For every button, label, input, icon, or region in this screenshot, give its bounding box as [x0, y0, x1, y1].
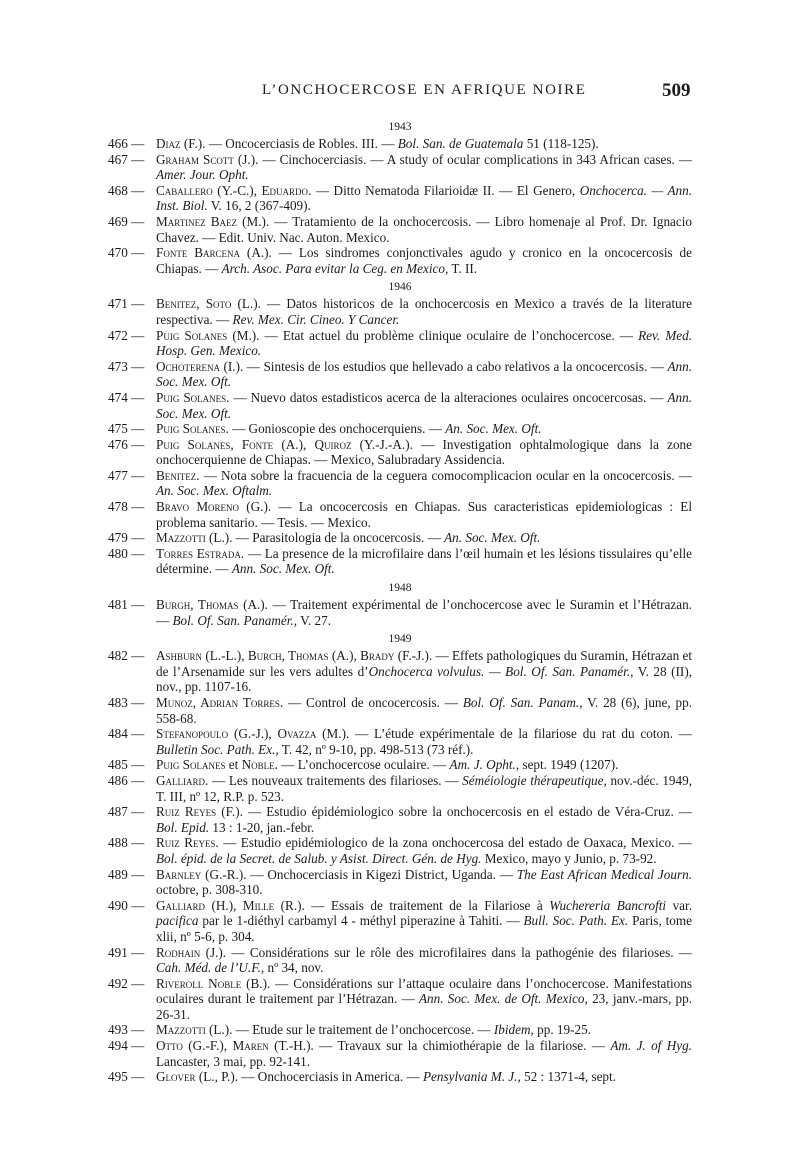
journal-title: Amer. Jour. Opht.: [156, 167, 249, 183]
citation-text: pp. 19-25.: [533, 1022, 591, 1038]
journal-title: Bol. Of. San. Panam.,: [462, 695, 583, 710]
author-name: Glover: [156, 1069, 196, 1085]
author-name: Benitez: [156, 467, 197, 483]
bibliography-entry: [108, 804, 692, 835]
citation-text: var.: [666, 897, 692, 913]
citation-text: Lancaster, 3 mai, pp. 92-141.: [156, 1053, 311, 1069]
entry-number: 487 —: [108, 804, 145, 820]
citation-text: T. II.: [448, 260, 478, 276]
citation-text: (M.). — Etat actuel du problème clinique oculaire de l’onchocercose. —: [227, 327, 639, 343]
entry-number: 478 —: [108, 499, 145, 515]
bibliography-entry: [108, 296, 692, 327]
author-name: Eduardo: [261, 182, 309, 198]
bibliography-entry: [108, 976, 692, 1023]
journal-title: Bull. Soc. Path. Ex.: [523, 913, 629, 929]
journal-title: Ann. Soc. Mex. Oft.: [156, 358, 692, 390]
author-name: Mille: [242, 897, 275, 913]
entry-number: 482 —: [108, 648, 145, 664]
author-name: Burch, Thomas: [247, 648, 329, 664]
entry-text: [156, 546, 692, 577]
bibliography-entry: [108, 898, 692, 945]
citation-text: V. 27.: [297, 612, 331, 628]
year-heading: 1946: [388, 281, 412, 294]
author-name: Brady: [360, 648, 395, 664]
citation-text: (A.). — Traitement expérimental de l’onchocercose avec le Suramin et l’Hétrazan. —: [156, 597, 692, 628]
citation-text: (A.),: [273, 436, 315, 452]
entry-number: 483 —: [108, 695, 145, 710]
citation-text: octobre, p. 308-310.: [156, 882, 263, 898]
author-name: Maren: [232, 1038, 269, 1054]
journal-title: Arch. Asoc. Para evitar la Ceg. en Mexico,: [221, 260, 449, 276]
entry-number: 470 —: [108, 245, 145, 261]
entry-text: [156, 597, 692, 628]
citation-text: 51 (118-125).: [523, 136, 599, 151]
journal-title: Bol. Epid.: [156, 819, 210, 835]
bibliography-entry: [108, 136, 692, 152]
entry-number: 494 —: [108, 1038, 145, 1054]
journal-title: Bol. épid. de la Secret. de Salub. y Asist. Direct. Gén. de Hyg.: [156, 850, 482, 866]
citation-text: (J.). — Cinchocerciasis. — A study of ocular complications in 343 African cases. —: [233, 151, 693, 167]
journal-title: Bol. Of. San. Panamér.,: [172, 612, 298, 628]
citation-text: (G.-J.),: [228, 726, 278, 742]
citation-text: (L.-L.),: [202, 648, 248, 664]
journal-title: Ann. Soc. Mex. de Oft. Mexico,: [419, 991, 588, 1007]
bibliography-list: [108, 116, 692, 1085]
author-name: Stefanopoulo: [156, 726, 229, 742]
citation-text: . — Nota sobre la fracuencia de la ceguera comocomplicacion ocular en la oncocercosis. —: [196, 467, 692, 483]
author-name: Caballero: [156, 182, 213, 198]
bibliography-entry: [108, 1069, 692, 1085]
bibliography-entry: [108, 437, 692, 468]
journal-title: Ibidem,: [493, 1022, 534, 1038]
journal-title: Bulletin Soc. Path. Ex.,: [156, 741, 279, 757]
entry-number: 481 —: [108, 597, 145, 613]
entry-number: 473 —: [108, 358, 145, 374]
entry-text: [156, 835, 692, 866]
citation-text: (G.-F.),: [182, 1038, 233, 1054]
journal-title: Am. J. Opht.,: [449, 757, 520, 773]
citation-text: (F.). — Oncocerciasis de Robles. III. —: [180, 136, 398, 151]
citation-text: (A.). — Los sindromes conjonctivales agudo y cronico en la oncocercosis de Chiapas. —: [156, 245, 692, 276]
journal-title: Ann. Soc. Mex. Oft.: [156, 389, 692, 421]
entry-text: [156, 898, 692, 945]
entry-number: 471 —: [108, 296, 145, 312]
author-name: Munoz, Adrian Torres: [156, 695, 280, 710]
citation-text: . — Gonioscopie des onchocerquiens. —: [225, 421, 446, 437]
author-name: Ruiz Reyes: [156, 804, 217, 820]
bibliography-entry: [108, 214, 692, 245]
entry-text: [156, 867, 692, 898]
citation-text: (L.). — Datos historicos de la onchocercosis en Mexico a través de la literature respectiva. —: [156, 296, 692, 327]
entry-text: [156, 1069, 692, 1085]
entry-text: [156, 1038, 692, 1069]
journal-title: Rev. Med. Hosp. Gen. Mexico.: [156, 327, 692, 359]
entry-text: [156, 945, 692, 976]
entry-text: [156, 183, 692, 214]
entry-number: 488 —: [108, 835, 145, 851]
bibliography-entry: [108, 499, 692, 530]
citation-text: (F.-J.). — Effets pathologiques du Suramin, Hétrazan et de l’Arsenamide sur les vers adultes d’: [156, 648, 693, 679]
citation-text: (G.-R.). — Onchocerciasis in Kigezi District, Uganda. —: [201, 866, 517, 882]
entry-number: 493 —: [108, 1022, 145, 1038]
journal-title: Wuchereria Bancrofti: [549, 897, 667, 913]
entry-number: 469 —: [108, 213, 145, 229]
author-name: Noble: [241, 757, 275, 773]
author-name: Martinez Baez: [156, 213, 238, 229]
citation-text: (L.). — Etude sur le traitement de l’onchocercose. —: [205, 1022, 494, 1038]
bibliography-entry: [108, 328, 692, 359]
author-name: Mazzotti: [156, 1022, 206, 1038]
citation-text: Paris, tome xlii, nº 5-6, p. 304.: [156, 913, 693, 944]
entry-number: 485 —: [108, 757, 145, 773]
entry-text: [156, 214, 692, 245]
journal-title: An. Soc. Mex. Oftalm.: [156, 483, 273, 499]
citation-text: et: [225, 757, 242, 773]
citation-text: 13 : 1-20, jan.-febr.: [209, 819, 315, 835]
entry-number: 489 —: [108, 866, 145, 882]
author-name: Ochoterena: [156, 358, 221, 374]
bibliography-entry: [108, 245, 692, 276]
bibliography-entry: [108, 546, 692, 577]
entry-number: 476 —: [108, 436, 145, 452]
author-name: Benitez, Soto: [156, 296, 232, 312]
bibliography-entry: [108, 1022, 692, 1038]
citation-text: (T.-H.). — Travaux sur la chimiothérapie de la filariose. —: [268, 1038, 611, 1054]
author-name: Bravo Moreno: [156, 499, 240, 515]
journal-title: pacifica: [156, 913, 199, 929]
bibliography-entry: [108, 835, 692, 866]
author-name: Mazzotti: [156, 530, 206, 546]
author-name: Quiroz: [314, 436, 352, 452]
running-head: L’ONCHOCERCOSE EN AFRIQUE NOIRE: [262, 82, 587, 98]
author-name: Burgh, Thomas: [156, 597, 239, 613]
bibliography-entry: [108, 390, 692, 421]
entry-number: 491 —: [108, 944, 145, 960]
entry-number: 486 —: [108, 772, 145, 788]
entry-text: [156, 152, 692, 183]
citation-text: (B.). — Considérations sur l’attaque oculaire dans l’onchocercose. Manifestations oculaires durant le traitement par l’Hétrazan. —: [156, 975, 693, 1007]
citation-text: nov.-déc. 1949, T. III, nº 12, R.P. p. 523.: [156, 772, 692, 804]
entry-text: [156, 359, 692, 390]
citation-text: . — Estudio epidémiologico de la zona onchocercosa del estado de Oaxaca, Mexico. —: [215, 835, 692, 851]
citation-text: V. 16, 2 (367-409).: [207, 198, 311, 214]
citation-text: (Y.-C.),: [212, 182, 262, 198]
journal-title: Am. J. of Hyg.: [610, 1038, 692, 1054]
citation-text: . — La presence de la microfilaire dans l’œil humain et les lésions tissulaires qu’elle détermine. —: [156, 545, 693, 577]
author-name: Rodhain: [156, 944, 201, 960]
citation-text: (H.),: [205, 897, 243, 913]
author-name: Puig Solanes: [156, 389, 227, 405]
citation-text: V. 28 (6), june, pp. 558-68.: [156, 695, 692, 726]
journal-title: Rev. Mex. Cir. Cineo. Y Cancer.: [232, 311, 400, 327]
citation-text: . — L’onchocercose oculaire. —: [274, 757, 450, 773]
journal-title: Cah. Méd. de l’U.F.,: [156, 960, 265, 976]
year-heading: 1943: [388, 121, 412, 133]
entry-text: [156, 1022, 692, 1038]
journal-title: Séméiologie thérapeutique,: [462, 772, 607, 788]
citation-text: (Y.-J.-A.). — Investigation ophtalmologique dans la zone onchocerquienne de Chiapas. — Mexico, Salubradary Assidencia.: [156, 436, 693, 468]
entry-text: [156, 757, 692, 773]
entry-text: [156, 421, 692, 437]
entry-number: 467 —: [108, 151, 145, 167]
author-name: Puig Solanes: [156, 327, 228, 343]
citation-text: sept. 1949 (1207).: [519, 757, 619, 773]
entry-number: 492 —: [108, 975, 145, 991]
entry-text: [156, 726, 692, 757]
bibliography-entry: [108, 597, 692, 628]
bibliography-entry: [108, 648, 692, 695]
author-name: Puig Solanes, Fonte: [156, 436, 274, 452]
bibliography-entry: [108, 421, 692, 437]
citation-text: (M.). — L’étude expérimentale de la filariose du rat du coton. —: [316, 726, 692, 742]
author-name: Barnley: [156, 866, 202, 882]
citation-text: . — Les nouveaux traitements des filarioses. —: [205, 772, 463, 788]
entry-number: 475 —: [108, 421, 145, 437]
entry-text: [156, 804, 692, 835]
author-name: Puig Solanes: [156, 421, 226, 437]
journal-title: Onchocerca volvulus. — Bol. Of. San. Panamér.,: [368, 663, 634, 679]
citation-text: (F.). — Estudio épidémiologico sobre la onchocercosis en el estado de Véra-Cruz. —: [216, 804, 692, 820]
entry-text: [156, 437, 692, 468]
citation-text: V. 28 (II), nov., pp. 1107-16.: [156, 663, 693, 695]
entry-number: 495 —: [108, 1069, 145, 1085]
citation-text: (J.). — Considérations sur le rôle des microfilaires dans la pathogénie des filarioses. —: [200, 944, 692, 960]
author-name: Diaz: [156, 136, 181, 151]
author-name: Riveroll Noble: [156, 975, 242, 991]
entry-text: [156, 695, 692, 726]
citation-text: (L.). — Parasitologia de la oncocercosis. —: [205, 530, 445, 546]
entry-text: [156, 296, 692, 327]
year-heading: 1948: [388, 582, 412, 595]
bibliography-entry: [108, 152, 692, 183]
entry-number: 479 —: [108, 530, 145, 546]
entry-number: 484 —: [108, 726, 145, 742]
citation-text: nº 34, nov.: [264, 960, 324, 976]
journal-title: Pensylvania M. J.,: [422, 1069, 521, 1085]
citation-text: Mexico, mayo y Junio, p. 73-92.: [481, 850, 657, 866]
journal-title: Ann. Soc. Mex. Oft.: [231, 561, 335, 577]
author-name: Otto: [156, 1038, 183, 1054]
page-number: 509: [662, 80, 691, 101]
author-name: Galliard: [156, 897, 206, 913]
entry-number: 480 —: [108, 545, 145, 561]
citation-text: . — Control de oncocercosis. —: [279, 695, 463, 710]
entry-number: 490 —: [108, 897, 145, 913]
year-heading: 1949: [388, 633, 412, 646]
citation-text: (L., P.). — Onchocerciasis in America. —: [195, 1069, 423, 1085]
citation-text: . — Nuevo datos estadisticos acerca de la alteraciones oculaires oncocercosas. —: [226, 389, 668, 405]
author-name: Fonte Barcena: [156, 245, 241, 261]
author-name: Torres Estrada: [156, 545, 241, 561]
citation-text: (G.). — La oncocercosis en Chiapas. Sus caracteristicas epidemiologicas : El problema sanitario. — Tesis. — Mexico.: [156, 499, 692, 530]
entry-number: 477 —: [108, 467, 145, 483]
journal-title: An. Soc. Mex. Oft.: [445, 421, 542, 437]
journal-title: Bol. San. de Guatemala: [397, 136, 524, 151]
entry-number: 466 —: [108, 136, 145, 151]
entry-text: [156, 499, 692, 530]
entry-number: 474 —: [108, 389, 145, 405]
citation-text: (I.). — Sintesis de los estudios que hellevado a cabo relativos a la oncocercosis. —: [220, 358, 668, 374]
bibliography-entry: [108, 867, 692, 898]
entry-text: [156, 468, 692, 499]
entry-text: [156, 773, 692, 804]
citation-text: (R.). — Essais de traitement de la Filariose à: [274, 897, 550, 913]
author-name: Puig Solanes: [156, 757, 226, 773]
bibliography-entry: [108, 530, 692, 546]
bibliography-entry: [108, 695, 692, 726]
entry-text: [156, 390, 692, 421]
entry-text: [156, 530, 692, 546]
entry-text: [156, 976, 692, 1023]
bibliography-entry: [108, 945, 692, 976]
author-name: Ashburn: [156, 648, 203, 664]
journal-title: The East African Medical Journ.: [516, 866, 692, 882]
citation-text: (M.). — Tratamiento de la onchocercosis. — Libro homenaje al Prof. Dr. Ignacio Chavez. — Edit. Univ. Nac. Auton. Mexico.: [156, 213, 693, 245]
citation-text: (A.),: [328, 648, 361, 664]
bibliography-entry: [108, 757, 692, 773]
bibliography-entry: [108, 1038, 692, 1069]
entry-number: 472 —: [108, 327, 145, 343]
entry-number: 468 —: [108, 182, 145, 198]
author-name: Galliard: [156, 772, 206, 788]
author-name: Ruiz Reyes: [156, 835, 216, 851]
journal-title: Onchocerca. — Ann. Inst. Biol.: [156, 182, 692, 214]
entry-text: [156, 328, 692, 359]
entry-text: [156, 245, 692, 276]
bibliography-entry: [108, 726, 692, 757]
citation-text: par le 1-diéthyl carbamyl 4 - méthyl piperazine à Tahiti. —: [198, 913, 524, 929]
entry-text: [156, 648, 692, 695]
author-name: Graham Scott: [156, 151, 234, 167]
bibliography-entry: [108, 468, 692, 499]
citation-text: T. 42, nº 9-10, pp. 498-513 (73 réf.).: [278, 741, 474, 757]
citation-text: 52 : 1371-4, sept.: [520, 1069, 616, 1085]
bibliography-entry: [108, 359, 692, 390]
bibliography-entry: [108, 773, 692, 804]
author-name: Ovazza: [277, 726, 317, 742]
entry-text: [156, 136, 692, 152]
citation-text: . — Ditto Nematoda Filarioidæ II. — El Genero,: [308, 182, 580, 198]
journal-title: An. Soc. Mex. Oft.: [444, 530, 541, 546]
citation-text: 23, janv.-mars, pp. 26-31.: [156, 991, 693, 1022]
bibliography-entry: [108, 183, 692, 214]
